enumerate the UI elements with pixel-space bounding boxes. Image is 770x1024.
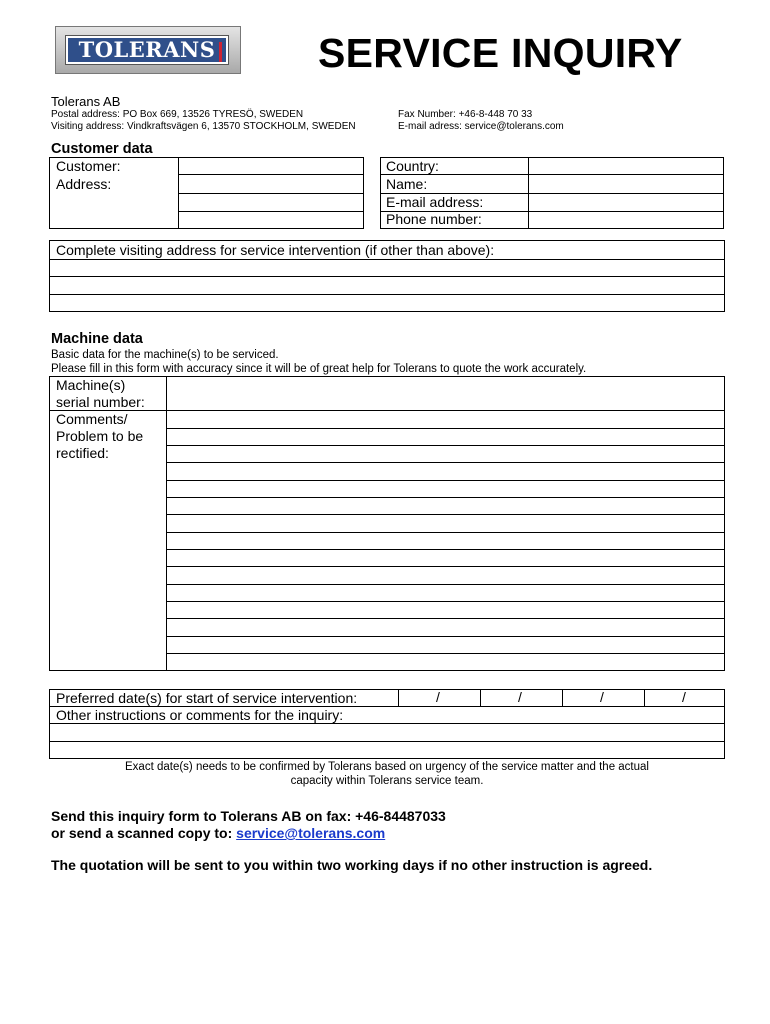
visiting-address: Visiting address: Vindkraftsvägen 6, 13570 STOCKHOLM, SWEDEN <box>51 121 356 132</box>
name-label: Name: <box>386 176 428 192</box>
send-scan-instruction <box>51 825 385 842</box>
send-fax-instruction: Send this inquiry form to Tolerans AB on fax: +46-84487033 <box>51 808 446 824</box>
service-email-link[interactable]: service@tolerans.com <box>236 825 386 841</box>
machine-table-divider <box>166 376 167 671</box>
phone-label: Phone number: <box>386 211 482 227</box>
machine-data-instruction: Please fill in this form with accuracy since it will be of great help for Tolerans to quote the work accurately. <box>51 363 587 375</box>
send-scan-prefix: or send a scanned copy to: <box>51 825 233 841</box>
visiting-address-field[interactable] <box>50 260 724 311</box>
date-confirmation-note-1: Exact date(s) needs to be confirmed by Tolerans based on urgency of the service matter and the actual <box>125 761 649 773</box>
customer-data-heading: Customer data <box>51 141 153 157</box>
date-field-2[interactable] <box>482 690 561 705</box>
date-divider-1 <box>398 689 399 706</box>
machine-data-heading: Machine data <box>51 331 143 347</box>
postal-address: Postal address: PO Box 669, 13526 TYRESÖ, SWEDEN <box>51 109 304 120</box>
fax-number: Fax Number: +46-8-448 70 33 <box>398 109 533 120</box>
company-name: Tolerans AB <box>51 94 121 109</box>
date-4-slash: / <box>682 689 686 705</box>
date-divider-4 <box>644 689 645 706</box>
logo-text: TOLERANS <box>78 37 216 62</box>
quotation-note: The quotation will be sent to you within two working days if no other instruction is agreed. <box>51 857 653 873</box>
preferred-dates-label: Preferred date(s) for start of service intervention: <box>56 690 358 706</box>
comments-label-line-1: Comments/ <box>56 411 128 427</box>
email-address: E-mail adress: service@tolerans.com <box>398 121 564 132</box>
name-field[interactable] <box>530 175 723 192</box>
serial-label-line-2: serial number: <box>56 394 145 410</box>
company-logo <box>55 26 241 74</box>
date-field-4[interactable] <box>646 690 724 705</box>
serial-label-line-1: Machine(s) <box>56 377 126 393</box>
serial-number-field[interactable] <box>168 377 724 409</box>
visiting-address-label: Complete visiting address for service intervention (if other than above): <box>56 242 495 258</box>
address-label: Address: <box>56 176 112 192</box>
customer-field[interactable] <box>180 158 363 174</box>
email-field[interactable] <box>530 194 723 210</box>
comments-label-line-2: Problem to be <box>56 428 144 444</box>
phone-field[interactable] <box>530 212 723 228</box>
country-field[interactable] <box>530 158 723 174</box>
date-divider-2 <box>480 689 481 706</box>
date-confirmation-note-2: capacity within Tolerans service team. <box>290 775 484 787</box>
date-field-1[interactable] <box>400 690 479 705</box>
date-divider-3 <box>562 689 563 706</box>
customer-label: Customer: <box>56 158 121 174</box>
date-1-slash: / <box>436 689 440 705</box>
other-instructions-field[interactable] <box>50 724 724 758</box>
date-field-3[interactable] <box>564 690 643 705</box>
email-label: E-mail address: <box>386 194 484 210</box>
other-instructions-label: Other instructions or comments for the inquiry: <box>56 707 344 723</box>
logo-accent-stripe <box>219 42 222 62</box>
machine-data-description: Basic data for the machine(s) to be serviced. <box>51 349 279 361</box>
country-label: Country: <box>386 158 439 174</box>
comments-field[interactable] <box>168 411 724 670</box>
date-3-slash: / <box>600 689 604 705</box>
page-title: SERVICE INQUIRY <box>318 30 683 76</box>
date-2-slash: / <box>518 689 522 705</box>
comments-label-line-3: rectified: <box>56 445 109 461</box>
logo-plate <box>66 36 228 64</box>
address-field[interactable] <box>180 175 363 228</box>
